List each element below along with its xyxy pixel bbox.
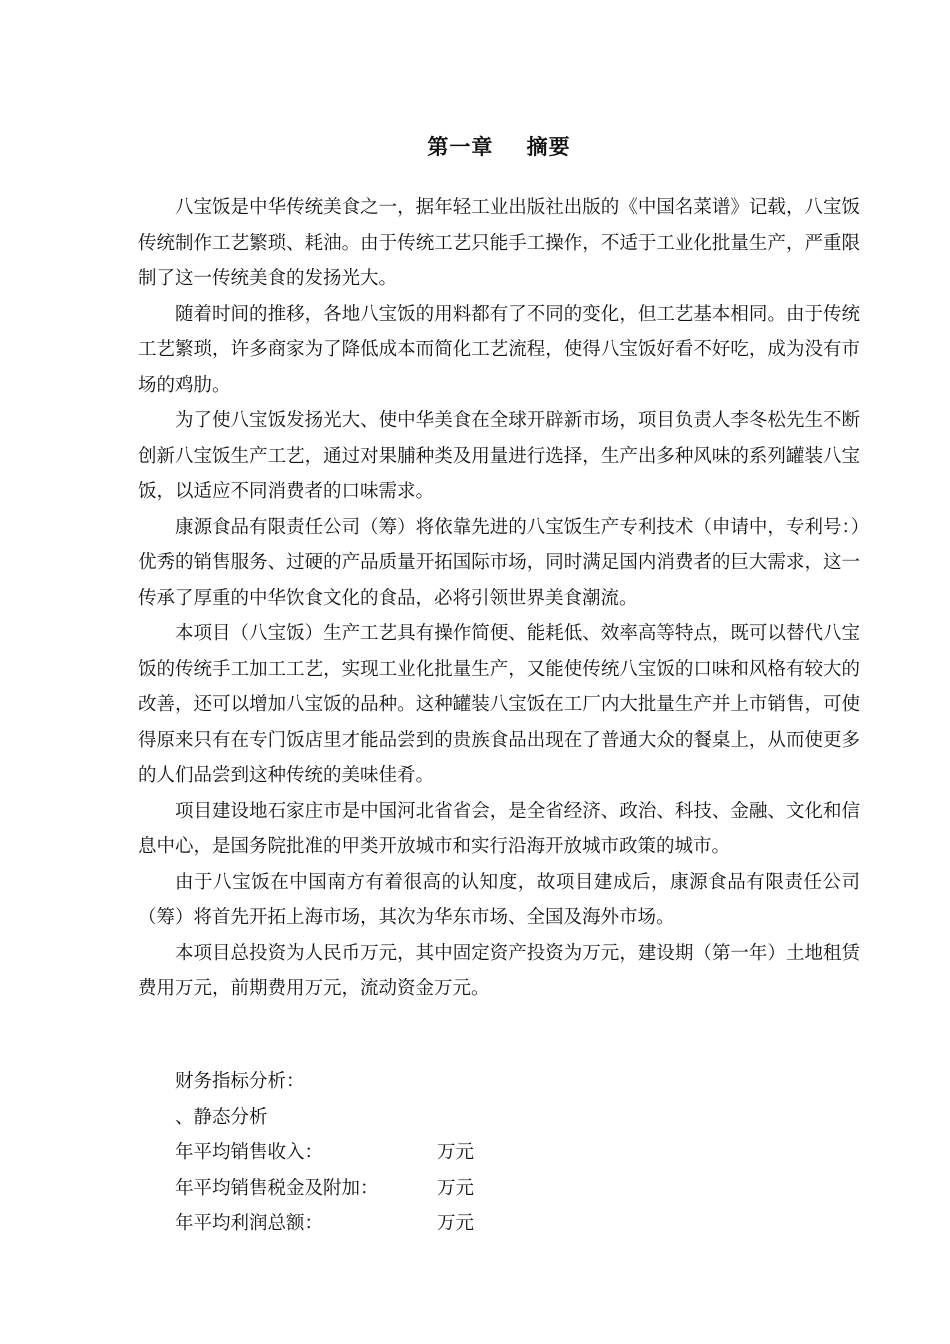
finance-row-label: 年平均销售税金及附加： [175, 1177, 379, 1199]
paragraph: 八宝饭是中华传统美食之一，据年轻工业出版社出版的《中国名菜谱》记载，八宝饭传统制作工艺繁琐、耗油。由于传统工艺只能手工操作，不适于工业化批量生产，严重限制了这一传统美食的发扬光大。 [138, 197, 860, 289]
paragraph: 本项目总投资为人民币万元，其中固定资产投资为万元，建设期（第一年）土地租赁费用万元，前期费用万元，流动资金万元。 [138, 942, 860, 999]
finance-row-label: 年平均销售收入： [175, 1142, 324, 1163]
finance-row-unit: 万元 [437, 1142, 475, 1163]
finance-row-label: 年平均利润总额： [175, 1213, 324, 1234]
paragraph: 项目建设地石家庄市是中国河北省省会，是全省经济、政治、科技、金融、文化和信息中心，是国务院批准的甲类开放城市和实行沿海开放城市政策的城市。 [138, 800, 860, 857]
financial-indicators [175, 1064, 775, 1242]
finance-heading: 财务指标分析： [175, 1071, 305, 1092]
abstract-body [138, 190, 860, 1007]
chapter-title: 第一章 摘要 [427, 134, 571, 159]
paragraph: 本项目（八宝饭）生产工艺具有操作简便、能耗低、效率高等特点，既可以替代八宝饭的传统手工加工工艺，实现工业化批量生产，又能使传统八宝饭的口味和风格有较大的改善，还可以增加八宝饭的品种。这种罐装八宝饭在工厂内大批量生产并上市销售，可使得原来只有在专门饭店里才能品尝到的贵族食品出现在了普通大众的餐桌上，从而使更多的人们品尝到这种传统的美味佳肴。 [138, 623, 860, 786]
paragraph: 为了使八宝饭发扬光大、使中华美食在全球开辟新市场，项目负责人李冬松先生不断创新八宝饭生产工艺，通过对果脯种类及用量进行选择，生产出多种风味的系列罐装八宝饭，以适应不同消费者的口味需求。 [138, 410, 860, 502]
paragraph: 康源食品有限责任公司（筹）将依靠先进的八宝饭生产专利技术（申请中，专利号：）优秀的销售服务、过硬的产品质量开拓国际市场，同时满足国内消费者的巨大需求，这一传承了厚重的中华饮食文化的食品，必将引领世界美食潮流。 [138, 516, 860, 609]
finance-row-unit: 万元 [437, 1213, 475, 1234]
finance-row-unit: 万元 [437, 1177, 475, 1199]
paragraph: 随着时间的推移，各地八宝饭的用料都有了不同的变化，但工艺基本相同。由于传统工艺繁琐，许多商家为了降低成本而简化工艺流程，使得八宝饭好看不好吃，成为没有市场的鸡肋。 [138, 303, 860, 396]
finance-row [175, 1206, 775, 1242]
finance-row [175, 1171, 775, 1207]
finance-subheading: 、静态分析 [175, 1106, 268, 1128]
paragraph: 由于八宝饭在中国南方有着很高的认知度，故项目建成后，康源食品有限责任公司（筹）将首先开拓上海市场，其次为华东市场、全国及海外市场。 [138, 871, 860, 928]
finance-row [175, 1135, 775, 1171]
